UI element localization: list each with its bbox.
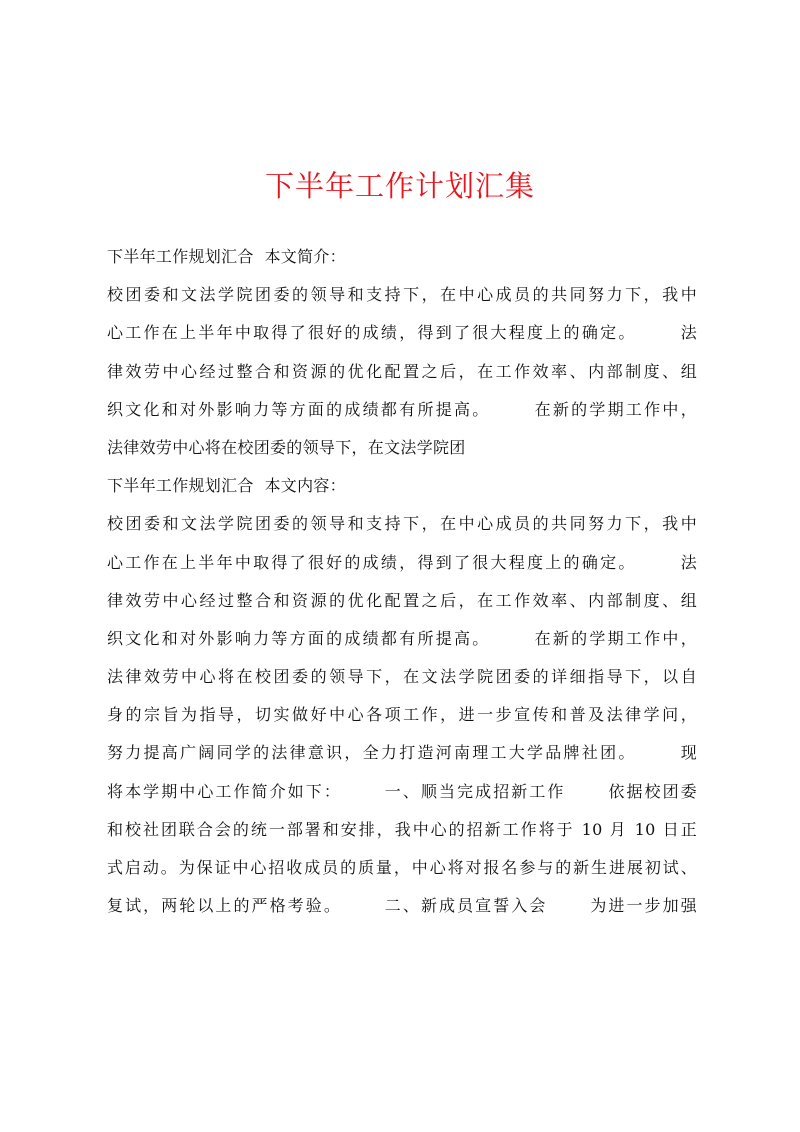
text-line: 努力提高广阔同学的法律意识，全力打造河南理工大学品牌社团。 现 <box>107 743 697 763</box>
text-line: 式启动。为保证中心招收成员的质量，中心将对报名参与的新生进展初试、 <box>107 858 697 877</box>
content-heading: 下半年工作规划汇合 本文内容： <box>107 476 346 496</box>
text-line: 心工作在上半年中取得了很好的成绩，得到了很大程度上的确定。 法 <box>107 323 697 343</box>
text-line: 和校社团联合会的统一部署和安排，我中心的招新工作将于 10 月 10 日正 <box>107 819 697 839</box>
intro-heading: 下半年工作规划汇合 本文简介： <box>107 247 346 266</box>
text-line: 法律效劳中心将在校团委的领导下，在文法学院团 <box>107 437 466 457</box>
text-line: 将本学期中心工作简介如下： 一、顺当完成招新工作 依据校团委 <box>107 781 697 801</box>
document-title: 下半年工作计划汇集 <box>264 169 535 203</box>
text-line: 织文化和对外影响力等方面的成绩都有所提高。 在新的学期工作中， <box>107 399 697 419</box>
text-line: 校团委和文法学院团委的领导和支持下，在中心成员的共同努力下，我中 <box>107 514 697 534</box>
text-line: 复试，两轮以上的严格考验。 二、新成员宣誓入会 为进一步加强 <box>107 896 697 916</box>
text-line: 法律效劳中心将在校团委的领导下，在文法学院团委的详细指导下，以自 <box>107 667 697 687</box>
text-line: 律效劳中心经过整合和资源的优化配置之后，在工作效率、内部制度、组 <box>107 361 697 381</box>
text-line: 织文化和对外影响力等方面的成绩都有所提高。 在新的学期工作中， <box>107 628 697 648</box>
text-line: 校团委和文法学院团委的领导和支持下，在中心成员的共同努力下，我中 <box>107 285 697 305</box>
text-line: 身的宗旨为指导，切实做好中心各项工作，进一步宣传和普及法律学问， <box>107 705 697 725</box>
text-line: 心工作在上半年中取得了很好的成绩，得到了很大程度上的确定。 法 <box>107 552 697 572</box>
text-line: 律效劳中心经过整合和资源的优化配置之后，在工作效率、内部制度、组 <box>107 590 697 610</box>
document-body <box>107 238 697 925</box>
